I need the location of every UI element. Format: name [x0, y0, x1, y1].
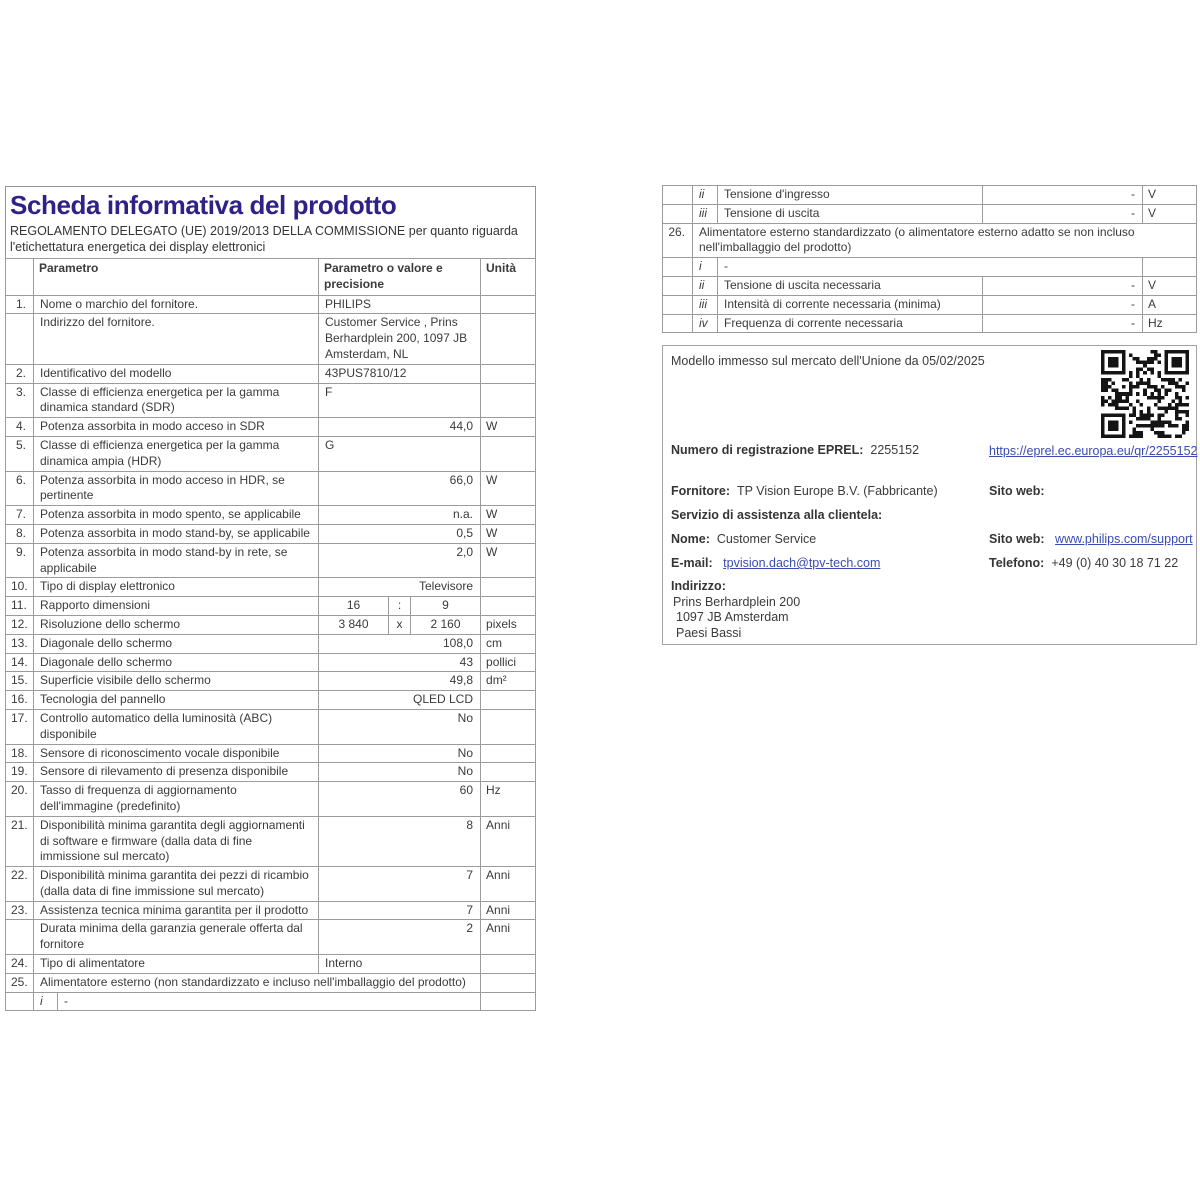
row-number: 23.	[6, 901, 34, 920]
row-value: -	[983, 295, 1143, 314]
customer-service-heading: Servizio di assistenza alla clientela:	[671, 508, 883, 522]
row-value: F	[319, 383, 481, 418]
service-name: Customer Service	[716, 532, 817, 546]
row-unit: dm²	[481, 672, 536, 691]
row-number: 21.	[6, 816, 34, 866]
table-row	[6, 973, 536, 992]
row-unit	[481, 295, 536, 314]
row-unit: W	[481, 543, 536, 578]
row-unit: Anni	[481, 867, 536, 902]
row-value: 44,0	[319, 418, 481, 437]
row-number: 25.	[6, 973, 34, 992]
table-header-row	[6, 259, 536, 296]
row-value: -	[718, 258, 1143, 277]
row-value: No	[319, 709, 481, 744]
phone-label: Telefono:	[989, 556, 1045, 570]
row-subnumber: ii	[693, 276, 718, 295]
row-value: -	[983, 276, 1143, 295]
row-number: 6.	[6, 471, 34, 506]
row-unit: V	[1143, 276, 1197, 295]
qr-code-icon	[1101, 350, 1189, 438]
table-row	[6, 471, 536, 506]
address-line-3: Paesi Bassi	[676, 626, 742, 640]
support-email-link[interactable]: tpvision.dach@tpv-tech.com	[723, 556, 881, 570]
website-row	[989, 532, 1193, 546]
table-row	[663, 258, 1197, 277]
row-value-second: 9	[411, 597, 481, 616]
row-number: 9.	[6, 543, 34, 578]
row-value: 2	[319, 920, 481, 955]
row-subnumber: i	[693, 258, 718, 277]
table-row	[6, 901, 536, 920]
product-parameters-table	[5, 258, 536, 1011]
row-number	[663, 186, 693, 205]
table-row	[6, 383, 536, 418]
row-label: Potenza assorbita in modo acceso in SDR	[34, 418, 319, 437]
row-number: 14.	[6, 653, 34, 672]
name-label: Nome:	[671, 532, 710, 546]
fiche-right-column	[662, 185, 1197, 333]
regulation-subtitle: REGOLAMENTO DELEGATO (UE) 2019/2013 DELLA COMMISSIONE per quanto riguarda l'etichettatura energetica dei display elettronici	[10, 224, 518, 254]
row-number: 11.	[6, 597, 34, 616]
row-number	[663, 204, 693, 223]
table-row	[6, 744, 536, 763]
row-label: Disponibilità minima garantita degli aggiornamenti di software e firmware (dalla data di fine immissione sul mercato)	[34, 816, 319, 866]
row-label: Frequenza di corrente necessaria	[718, 314, 983, 333]
row-number	[6, 314, 34, 364]
website-label-2: Sito web:	[989, 532, 1045, 546]
row-value: 108,0	[319, 634, 481, 653]
row-value: -	[58, 992, 481, 1011]
row-value: 43	[319, 653, 481, 672]
service-name-row	[671, 532, 816, 546]
row-label: Diagonale dello schermo	[34, 653, 319, 672]
table-row	[6, 615, 536, 634]
row-subnumber: ii	[693, 186, 718, 205]
row-number	[6, 920, 34, 955]
row-unit: A	[1143, 295, 1197, 314]
row-number: 5.	[6, 436, 34, 471]
row-label: Tensione d'ingresso	[718, 186, 983, 205]
table-row	[663, 314, 1197, 333]
eprel-info-box	[662, 345, 1197, 645]
table-row	[6, 314, 536, 364]
eprel-label: Numero di registrazione EPREL:	[671, 443, 864, 457]
row-unit	[481, 992, 536, 1011]
row-label: Sensore di rilevamento di presenza disponibile	[34, 763, 319, 782]
row-unit	[481, 955, 536, 974]
address-line-2: 1097 JB Amsterdam	[676, 610, 789, 624]
row-number	[663, 276, 693, 295]
row-label: Alimentatore esterno standardizzato (o alimentatore esterno adatto se non incluso nell'imballaggio del prodotto)	[693, 223, 1197, 258]
row-label: Tipo di alimentatore	[34, 955, 319, 974]
row-label: Durata minima della garanzia generale offerta dal fornitore	[34, 920, 319, 955]
row-number: 10.	[6, 578, 34, 597]
row-label: Potenza assorbita in modo spento, se applicabile	[34, 506, 319, 525]
row-unit: pollici	[481, 653, 536, 672]
row-label: Potenza assorbita in modo stand-by in rete, se applicabile	[34, 543, 319, 578]
row-label: Nome o marchio del fornitore.	[34, 295, 319, 314]
fiche-left-column	[5, 186, 536, 1011]
row-unit: Anni	[481, 901, 536, 920]
row-number: 1.	[6, 295, 34, 314]
row-label: Tasso di frequenza di aggiornamento dell'immagine (predefinito)	[34, 782, 319, 817]
table-row	[6, 597, 536, 616]
row-unit: Hz	[1143, 314, 1197, 333]
table-row	[663, 223, 1197, 258]
product-parameters-table-continued	[662, 185, 1197, 333]
table-row	[6, 364, 536, 383]
row-value: -	[983, 186, 1143, 205]
row-value: 60	[319, 782, 481, 817]
row-unit: Anni	[481, 816, 536, 866]
row-value: QLED LCD	[319, 691, 481, 710]
row-number: 15.	[6, 672, 34, 691]
row-value: n.a.	[319, 506, 481, 525]
table-row	[6, 653, 536, 672]
row-unit: W	[481, 524, 536, 543]
email-label: E-mail:	[671, 556, 713, 570]
row-value: 43PUS7810/12	[319, 364, 481, 383]
row-unit	[481, 709, 536, 744]
table-row	[6, 763, 536, 782]
row-number: 20.	[6, 782, 34, 817]
row-value-first: 3 840	[319, 615, 389, 634]
row-value: -	[983, 314, 1143, 333]
row-value: No	[319, 744, 481, 763]
row-number	[663, 258, 693, 277]
table-row	[6, 634, 536, 653]
row-number: 3.	[6, 383, 34, 418]
row-unit: W	[481, 506, 536, 525]
row-value: 8	[319, 816, 481, 866]
header-num-cell	[6, 259, 34, 296]
row-unit: W	[481, 471, 536, 506]
table-row	[6, 782, 536, 817]
header-value: Parametro o valore e precisione	[319, 259, 481, 296]
row-unit	[481, 744, 536, 763]
supplier-label: Fornitore:	[671, 484, 731, 498]
table-row	[6, 578, 536, 597]
eprel-registration-row	[671, 443, 919, 457]
address-label: Indirizzo:	[671, 579, 726, 593]
row-label: Diagonale dello schermo	[34, 634, 319, 653]
email-row	[671, 556, 880, 570]
row-label: Classe di efficienza energetica per la gamma dinamica ampia (HDR)	[34, 436, 319, 471]
row-unit: pixels	[481, 615, 536, 634]
row-value-second: 2 160	[411, 615, 481, 634]
row-label: Intensità di corrente necessaria (minima)	[718, 295, 983, 314]
row-unit	[481, 436, 536, 471]
phone-number: +49 (0) 40 30 18 71 22	[1051, 556, 1179, 570]
row-unit	[481, 973, 536, 992]
table-row	[6, 992, 536, 1011]
table-row	[6, 524, 536, 543]
row-value: No	[319, 763, 481, 782]
table-row	[6, 691, 536, 710]
row-label: Controllo automatico della luminosità (ABC) disponibile	[34, 709, 319, 744]
row-value: Televisore	[319, 578, 481, 597]
phone-row	[989, 556, 1178, 570]
row-label: Indirizzo del fornitore.	[34, 314, 319, 364]
row-unit: Hz	[481, 782, 536, 817]
row-value: 7	[319, 901, 481, 920]
row-value: Interno	[319, 955, 481, 974]
row-number: 8.	[6, 524, 34, 543]
row-value-first: 16	[319, 597, 389, 616]
row-value-separator: x	[389, 615, 411, 634]
row-label: Rapporto dimensioni	[34, 597, 319, 616]
eprel-url-link[interactable]: https://eprel.ec.europa.eu/qr/2255152	[989, 444, 1198, 458]
row-number: 13.	[6, 634, 34, 653]
row-unit	[481, 364, 536, 383]
row-value: G	[319, 436, 481, 471]
table-row	[6, 816, 536, 866]
row-number	[6, 992, 34, 1011]
supplier-website-label-row	[989, 484, 1045, 498]
website-label: Sito web:	[989, 484, 1045, 498]
row-subnumber: iii	[693, 204, 718, 223]
table-row	[6, 867, 536, 902]
table-row	[663, 295, 1197, 314]
row-value-separator: :	[389, 597, 411, 616]
row-value: 66,0	[319, 471, 481, 506]
table-row	[6, 709, 536, 744]
row-unit	[481, 597, 536, 616]
row-value: 2,0	[319, 543, 481, 578]
title-block	[5, 186, 536, 258]
row-unit: Anni	[481, 920, 536, 955]
row-number: 18.	[6, 744, 34, 763]
row-value: 0,5	[319, 524, 481, 543]
supplier-name: TP Vision Europe B.V. (Fabbricante)	[737, 484, 938, 498]
table-row	[663, 204, 1197, 223]
row-unit	[481, 578, 536, 597]
row-label: Tipo di display elettronico	[34, 578, 319, 597]
row-label: Sensore di riconoscimento vocale disponibile	[34, 744, 319, 763]
row-unit: cm	[481, 634, 536, 653]
row-label: Potenza assorbita in modo acceso in HDR, se pertinente	[34, 471, 319, 506]
row-label: Classe di efficienza energetica per la gamma dinamica standard (SDR)	[34, 383, 319, 418]
row-subnumber: i	[34, 992, 58, 1011]
table-row	[663, 186, 1197, 205]
page-title: Scheda informativa del prodotto	[10, 190, 397, 220]
row-number: 22.	[6, 867, 34, 902]
row-label: Identificativo del modello	[34, 364, 319, 383]
header-unit: Unità	[481, 259, 536, 296]
row-label: Risoluzione dello schermo	[34, 615, 319, 634]
row-number: 17.	[6, 709, 34, 744]
address-line-1: Prins Berhardplein 200	[673, 595, 801, 609]
market-entry-text: Modello immesso sul mercato dell'Unione da 05/02/2025	[671, 354, 985, 368]
row-number: 7.	[6, 506, 34, 525]
eprel-number: 2255152	[870, 443, 920, 457]
row-label: Assistenza tecnica minima garantita per il prodotto	[34, 901, 319, 920]
table-row	[663, 276, 1197, 295]
row-value: Customer Service , Prins Berhardplein 200, 1097 JB Amsterdam, NL	[319, 314, 481, 364]
row-number: 2.	[6, 364, 34, 383]
row-value: 49,8	[319, 672, 481, 691]
table-row	[6, 672, 536, 691]
row-unit	[481, 763, 536, 782]
table-row	[6, 436, 536, 471]
row-subnumber: iii	[693, 295, 718, 314]
row-number: 24.	[6, 955, 34, 974]
row-unit	[481, 383, 536, 418]
row-label: Tensione di uscita	[718, 204, 983, 223]
row-label: Superficie visibile dello schermo	[34, 672, 319, 691]
table-row	[6, 543, 536, 578]
row-unit	[481, 691, 536, 710]
row-number: 12.	[6, 615, 34, 634]
row-label: Disponibilità minima garantita dei pezzi di ricambio (dalla data di fine immissione sul mercato)	[34, 867, 319, 902]
row-number	[663, 314, 693, 333]
support-website-link[interactable]: www.philips.com/support	[1055, 532, 1193, 546]
table-row	[6, 955, 536, 974]
row-label: Tensione di uscita necessaria	[718, 276, 983, 295]
row-subnumber: iv	[693, 314, 718, 333]
table-row	[6, 920, 536, 955]
row-unit: V	[1143, 186, 1197, 205]
row-unit: W	[481, 418, 536, 437]
row-label: Alimentatore esterno (non standardizzato e incluso nell'imballaggio del prodotto)	[34, 973, 481, 992]
row-number: 16.	[6, 691, 34, 710]
row-value: -	[983, 204, 1143, 223]
row-number: 26.	[663, 223, 693, 258]
row-number: 4.	[6, 418, 34, 437]
row-unit	[1143, 258, 1197, 277]
row-label: Tecnologia del pannello	[34, 691, 319, 710]
supplier-row	[671, 484, 938, 498]
row-label: Potenza assorbita in modo stand-by, se applicabile	[34, 524, 319, 543]
table-row	[6, 418, 536, 437]
table-row	[6, 295, 536, 314]
row-value: PHILIPS	[319, 295, 481, 314]
row-number	[663, 295, 693, 314]
row-unit: V	[1143, 204, 1197, 223]
row-value: 7	[319, 867, 481, 902]
header-parameter: Parametro	[34, 259, 319, 296]
table-row	[6, 506, 536, 525]
row-unit	[481, 314, 536, 364]
row-number: 19.	[6, 763, 34, 782]
